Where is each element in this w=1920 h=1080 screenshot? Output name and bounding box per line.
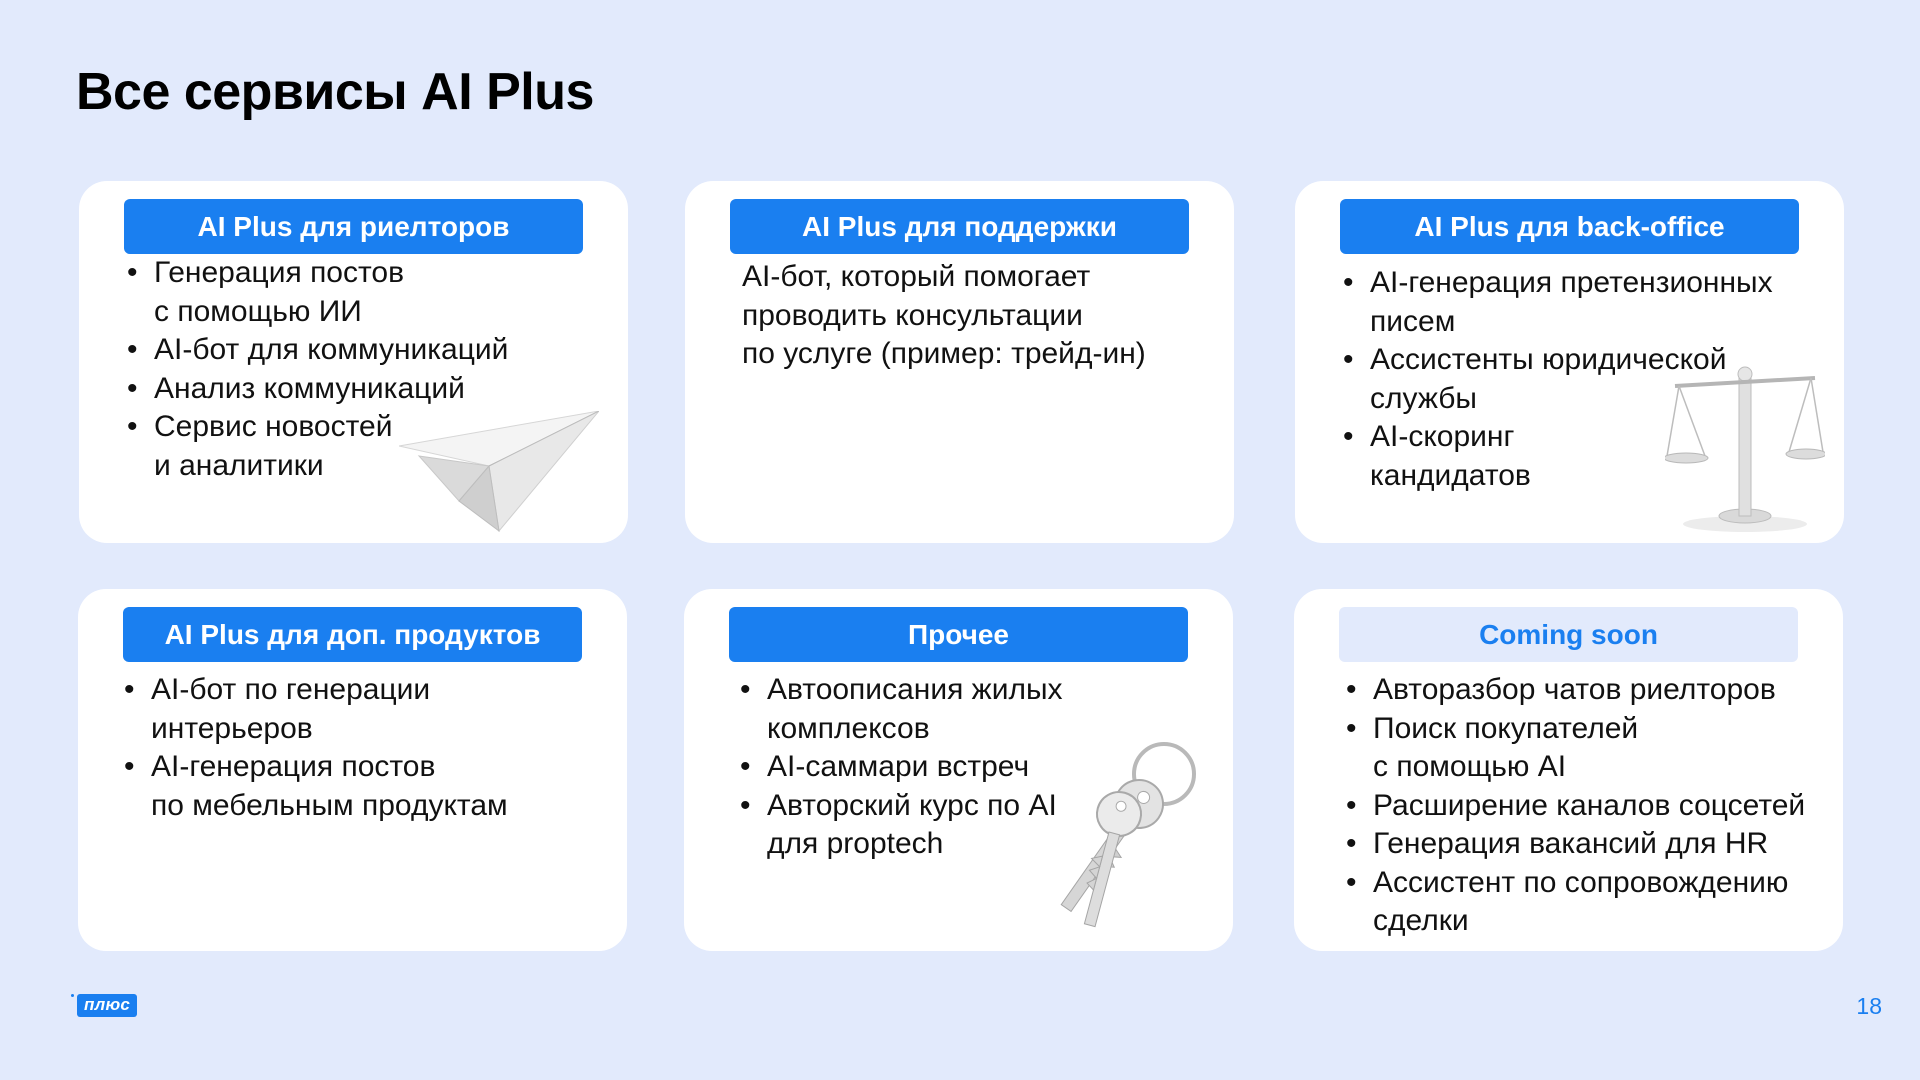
card-header-realtors: AI Plus для риелторов [124,199,583,254]
keys-icon [1039,734,1214,939]
list-item: • Генерация вакансий для HR [1346,825,1805,864]
card-header-extra-products: AI Plus для доп. продуктов [123,607,582,662]
list-item: • Ассистенты юридической службы [1343,341,1773,418]
list-item: • AI-бот по генерации интерьеров [124,671,508,748]
paper-plane-icon [399,411,599,541]
card-other [684,589,1233,951]
card-back-office [1295,181,1844,543]
list-item: • Генерация постов с помощью ИИ [127,254,508,331]
logo-dot [71,994,74,997]
list-item: • Ассистент по сопровождению сделки [1346,864,1805,941]
card-extra-products [78,589,627,951]
list-item: • Авторазбор чатов риелторов [1346,671,1805,710]
list-item: • AI-скоринг кандидатов [1343,418,1773,495]
brand-logo: плюс [77,994,137,1017]
list-item: • Анализ коммуникаций [127,370,508,409]
list-item: • Расширение каналов соцсетей [1346,787,1805,826]
list-item: • AI-генерация постов по мебельным продуктам [124,748,508,825]
list-item: • Сервис новостей и аналитики [127,408,508,485]
list-item: • AI-саммари встреч [740,748,1063,787]
card-header-support: AI Plus для поддержки [730,199,1189,254]
card-header-coming-soon: Coming soon [1339,607,1798,662]
card-header-other: Прочее [729,607,1188,662]
card-description-support: AI-бот, который помогает проводить консультации по услуге (пример: трейд-ин) [742,260,1146,370]
service-list-extra-products [124,671,508,825]
service-list-coming-soon [1346,671,1805,941]
card-header-back-office: AI Plus для back-office [1340,199,1799,254]
page-number: 18 [1856,993,1882,1019]
list-item: • Авторский курс по AI для proptech [740,787,1063,864]
scales-icon [1665,356,1825,536]
card-support [685,181,1234,543]
list-item: • Поиск покупателей с помощью AI [1346,710,1805,787]
list-item: • Автоописания жилых комплексов [740,671,1063,748]
list-item: • AI-генерация претензионных писем [1343,264,1773,341]
card-realtors [79,181,628,543]
service-list-other [740,671,1063,864]
card-coming-soon [1294,589,1843,951]
page-title: Все сервисы AI Plus [76,63,594,121]
list-item: • AI-бот для коммуникаций [127,331,508,370]
